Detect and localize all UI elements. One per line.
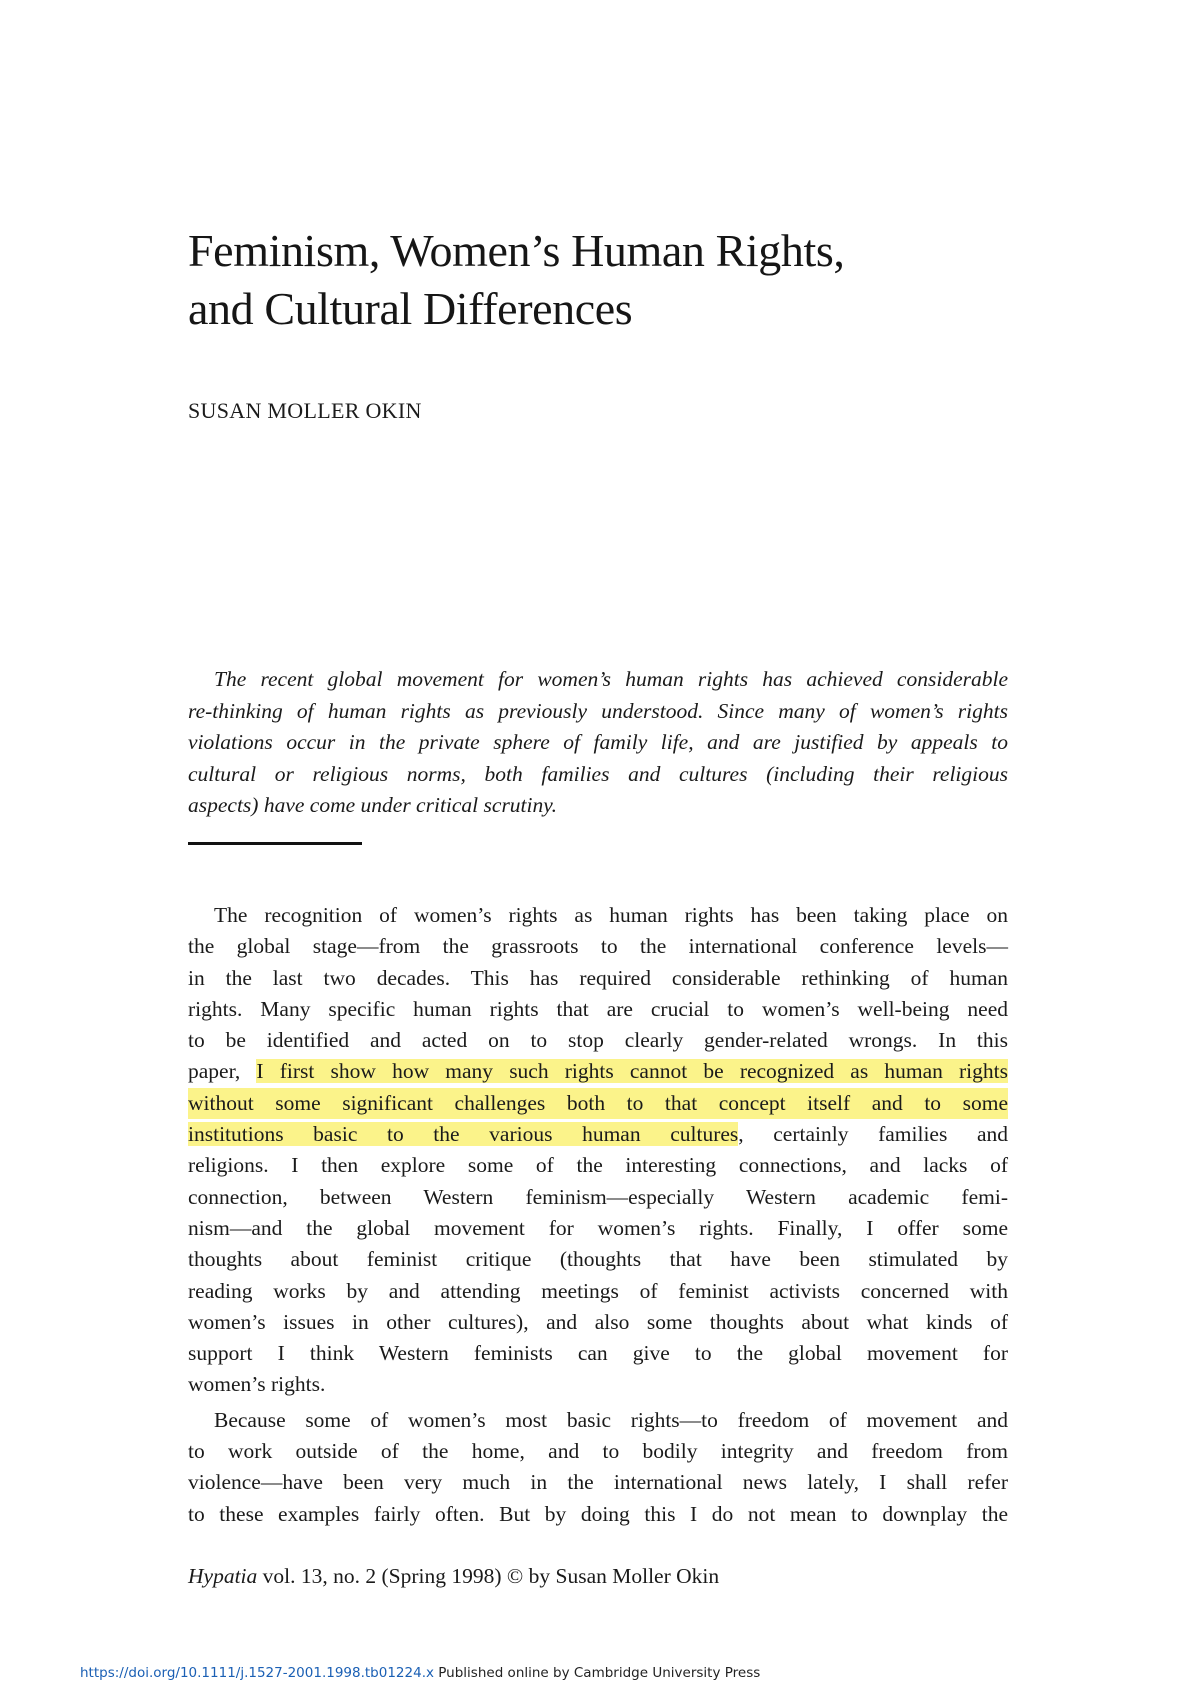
- text-line: violence—have been very much in the international news lately, I shall refer: [188, 1470, 1008, 1495]
- title-line-2: and Cultural Differences: [188, 283, 633, 334]
- text-line: to work outside of the home, and to bodily integrity and freedom from: [188, 1439, 1008, 1464]
- text-line: [188, 1056, 1008, 1087]
- text-line: [188, 1119, 1008, 1150]
- text-line: Because some of women’s most basic rights—to freedom of movement and: [214, 1407, 1008, 1432]
- text-line: women’s rights.: [188, 1372, 326, 1397]
- title-line-1: Feminism, Women’s Human Rights,: [188, 225, 845, 276]
- text-line: connection, between Western feminism—especially Western academic femi-: [188, 1184, 1008, 1209]
- abstract-line: cultural or religious norms, both families and cultures (including their religious: [188, 761, 1008, 786]
- body-text: [188, 900, 1008, 1530]
- text-line: religions. I then explore some of the interesting connections, and lacks of: [188, 1153, 1008, 1178]
- highlighted-text[interactable]: institutions basic to the various human cultures: [188, 1122, 739, 1147]
- journal-name: Hypatia: [188, 1564, 258, 1588]
- text-line: thoughts about feminist critique (thoughts that have been stimulated by: [188, 1247, 1008, 1272]
- text-segment: , certainly families and: [738, 1122, 1008, 1147]
- text-line: to these examples fairly often. But by doing this I do not mean to downplay the: [188, 1501, 1008, 1526]
- section-divider: [188, 842, 362, 845]
- abstract: [188, 664, 1008, 822]
- abstract-line: aspects) have come under critical scrutiny.: [188, 793, 557, 817]
- citation-details: vol. 13, no. 2 (Spring 1998) © by Susan Moller Okin: [257, 1564, 720, 1588]
- abstract-line: re-thinking of human rights as previously understood. Since many of women’s rights: [188, 698, 1008, 723]
- highlighted-text[interactable]: without some significant challenges both to that concept itself and to some: [188, 1088, 1008, 1119]
- highlighted-text[interactable]: I first show how many such rights cannot be recognized as human rights: [256, 1059, 1008, 1084]
- paragraph-1: [188, 900, 1008, 1401]
- text-line: rights. Many specific human rights that are crucial to women’s well-being need: [188, 996, 1008, 1021]
- text-line: to be identified and acted on to stop clearly gender-related wrongs. In this: [188, 1028, 1008, 1053]
- text-line: reading works by and attending meetings of feminist activists concerned with: [188, 1278, 1008, 1303]
- text-line: support I think Western feminists can give to the global movement for: [188, 1341, 1008, 1366]
- text-line: in the last two decades. This has required considerable rethinking of human: [188, 965, 1008, 990]
- doi-footer: [80, 1665, 760, 1681]
- text-line: the global stage—from the grassroots to the international conference levels—: [188, 934, 1008, 959]
- doi-link[interactable]: https://doi.org/10.1111/j.1527-2001.1998.tb01224.x: [80, 1665, 434, 1681]
- abstract-line: violations occur in the private sphere of family life, and are justified by appeals to: [188, 730, 1008, 754]
- journal-citation: [188, 1564, 719, 1589]
- text-line: nism—and the global movement for women’s rights. Finally, I offer some: [188, 1215, 1008, 1240]
- publisher-note: Published online by Cambridge University Press: [433, 1665, 761, 1681]
- text-line: women’s issues in other cultures), and also some thoughts about what kinds of: [188, 1309, 1008, 1334]
- text-line: The recognition of women’s rights as human rights has been taking place on: [214, 903, 1008, 927]
- abstract-line: The recent global movement for women’s human rights has achieved considerable: [214, 667, 1008, 691]
- author-name: SUSAN MOLLER OKIN: [188, 398, 422, 423]
- text-segment: paper,: [188, 1059, 257, 1084]
- article-title: [188, 222, 1008, 338]
- paragraph-2: [188, 1405, 1008, 1530]
